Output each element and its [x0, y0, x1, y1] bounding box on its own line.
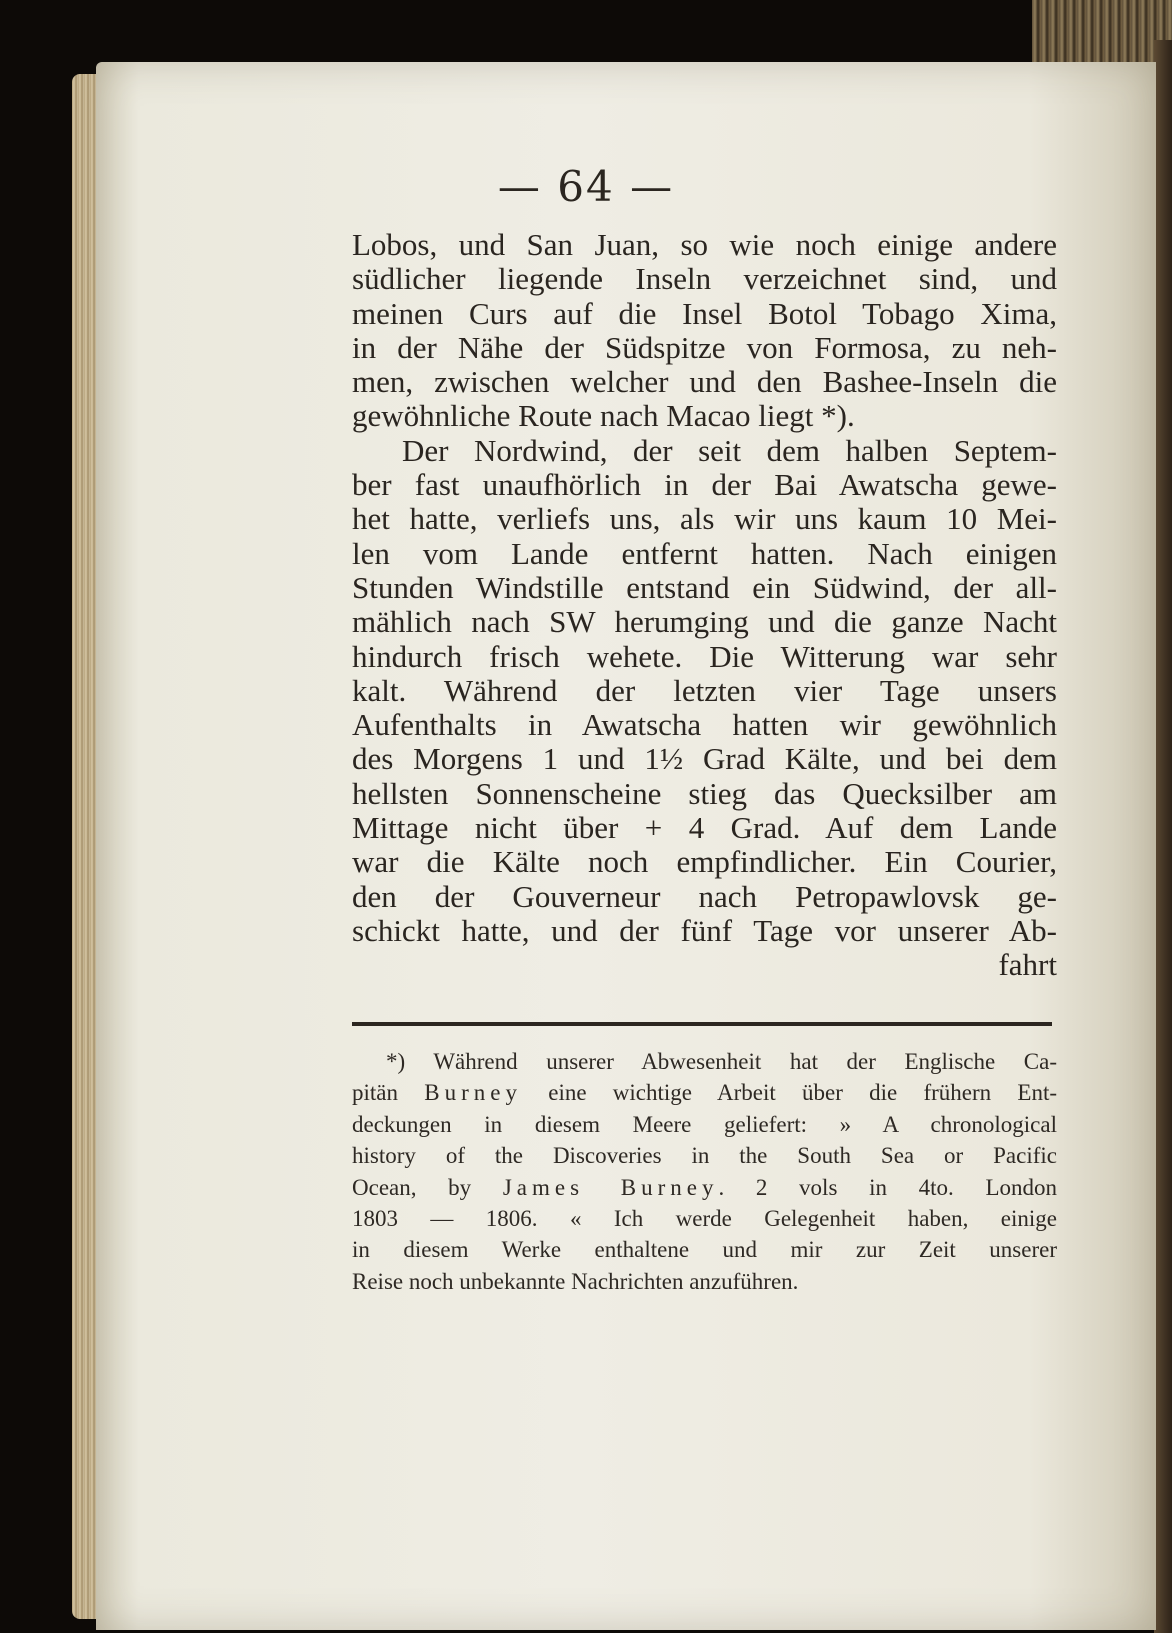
text-line: südlicher liegende Inseln verzeichnet sind, und [352, 261, 1057, 297]
author-name: James Burney [502, 1174, 719, 1200]
text-line: Stunden Windstille entstand ein Südwind, der all- [352, 569, 1057, 605]
footnote [352, 1046, 1057, 1297]
footnote-line: deckungen in diesem Meere geliefert: » A chronological [352, 1111, 1057, 1137]
text-line: in der Nähe der Südspitze von Formosa, zu neh- [352, 329, 1057, 365]
text-line: Lobos, und San Juan, so wie noch einige andere [352, 227, 1057, 262]
text-line: hindurch frisch wehete. Die Witterung war sehr [352, 638, 1057, 674]
text-line: gewöhnliche Route nach Macao liegt *). [352, 398, 855, 434]
text-line: Aufenthalts in Awatscha hatten wir gewöhnlich [352, 707, 1057, 743]
page-number: — 64 — [497, 162, 675, 211]
text-line: schickt hatte, und der fünf Tage vor unserer Ab- [352, 912, 1057, 948]
text-line: ber fast unaufhörlich in der Bai Awatscha gewe- [352, 467, 1057, 503]
text-line: meinen Curs auf die Insel Botol Tobago Xima, [352, 295, 1057, 331]
footnote-text: Ocean, by [352, 1174, 472, 1200]
text-line: Der Nordwind, der seit dem halben Septem- [402, 432, 1057, 468]
text-line: men, zwischen welcher und den Bashee-Inseln die [352, 364, 1057, 400]
text-line: hellsten Sonnenscheine stieg das Quecksilber am [352, 775, 1057, 811]
main-text [352, 228, 1057, 983]
text-line: den der Gouverneur nach Petropawlovsk ge- [352, 878, 1057, 914]
footnote-text: eine wichtige Arbeit über die frühern Ent- [548, 1080, 1058, 1106]
text-line: war die Kälte noch empfindlicher. Ein Courier, [352, 844, 1057, 880]
text-line: kalt. Während der letzten vier Tage unsers [352, 672, 1057, 708]
text-line: Mittage nicht über + 4 Grad. Auf dem Lande [352, 810, 1057, 846]
footnote-divider [352, 1022, 1052, 1026]
footnote-line [352, 1077, 1057, 1108]
footnote-line: *) Während unserer Abwesenheit hat der Englische Ca- [386, 1049, 1057, 1074]
book-spine-shadow [1154, 40, 1172, 1633]
author-name: Burney [424, 1080, 522, 1106]
catchword: fahrt [998, 947, 1057, 983]
text-line: len vom Lande entfernt hatten. Nach einigen [352, 535, 1057, 571]
footnote-line: history of the Discoveries in the South Sea or Pacific [352, 1143, 1057, 1169]
text-line: mählich nach SW herumging und die ganze Nacht [352, 604, 1057, 640]
footnote-text: . 2 vols in 4to. London [718, 1174, 1058, 1200]
footnote-line: 1803 — 1806. « Ich werde Gelegenheit haben, einige [352, 1205, 1057, 1231]
footnote-line: in diesem Werke enthaltene und mir zur Zeit unserer [352, 1237, 1057, 1263]
footnote-line: Reise noch unbekannte Nachrichten anzuführen. [352, 1268, 799, 1294]
text-line: het hatte, verliefs uns, als wir uns kaum 10 Mei- [352, 501, 1057, 537]
footnote-text: pitän [352, 1080, 398, 1106]
footnote-line [352, 1172, 1057, 1203]
book-binding-top [1032, 0, 1172, 70]
text-line: des Morgens 1 und 1½ Grad Kälte, und bei dem [352, 741, 1057, 777]
